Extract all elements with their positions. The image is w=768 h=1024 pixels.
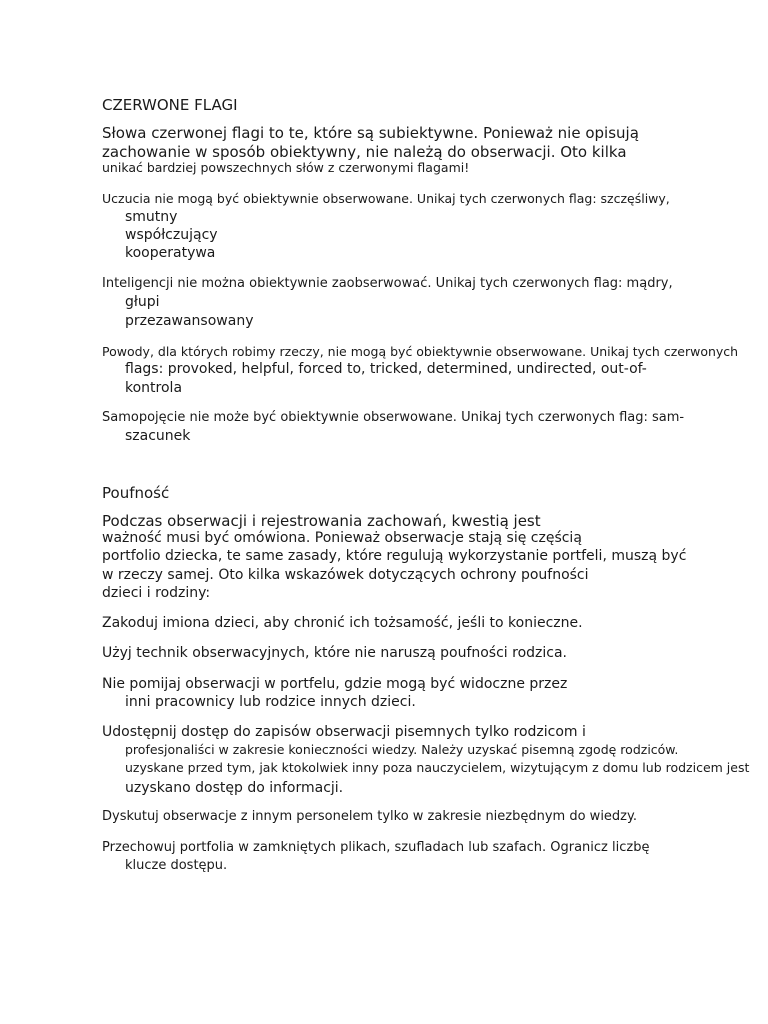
confidentiality-item-text: Zakoduj imiona dzieci, aby chronić ich tożsamość, jeśli to konieczne. (102, 615, 583, 631)
red-flag-word: przezawansowany (125, 313, 254, 329)
red-flag-word: szacunek (125, 428, 191, 444)
confidentiality-item-text: Udostępnij dostęp do zapisów obserwacji pisemnych tylko rodzicom i (102, 724, 586, 740)
confidentiality-intro-line-2: ważność musi być omówiona. Ponieważ obserwacje stają się częścią (102, 530, 582, 546)
red-flag-item-feelings (102, 191, 670, 208)
confidentiality-item-techniques (102, 645, 567, 662)
confidentiality-item-continuation: inni pracownicy lub rodzice innych dzieci. (125, 694, 416, 710)
red-flag-item-text: Powody, dla których robimy rzeczy, nie mogą być obiektywnie obserwowane. Unikaj tych czerwonych (102, 344, 739, 359)
confidentiality-item-access (102, 724, 586, 741)
red-flags-intro-line-3: unikać bardziej powszechnych słów z czerwonymi flagami! (102, 160, 470, 175)
red-flag-item-self-concept (102, 410, 684, 426)
red-flags-heading: CZERWONE FLAGI (102, 96, 238, 114)
red-flags-intro-line-1: Słowa czerwonej flagi to te, które są subiektywne. Ponieważ nie opisują (102, 124, 639, 142)
red-flag-word: flags: provoked, helpful, forced to, tricked, determined, undirected, out-of- (125, 361, 647, 377)
red-flag-item-intelligence (102, 276, 673, 292)
confidentiality-intro-line-1: Podczas obserwacji i rejestrowania zachowań, kwestią jest (102, 512, 541, 530)
red-flag-word: głupi (125, 294, 160, 310)
red-flag-word: współczujący (125, 227, 218, 243)
red-flag-item-text: Samopojęcie nie może być obiektywnie obserwowane. Unikaj tych czerwonych flag: sam- (102, 410, 685, 425)
confidentiality-item-continuation: profesjonaliści w zakresie konieczności wiedzy. Należy uzyskać pisemną zgodę rodziców. (125, 742, 679, 757)
confidentiality-item-storage (102, 840, 649, 856)
red-flag-item-text: Inteligencji nie można obiektywnie zaobserwować. Unikaj tych czerwonych flag: mądry, (102, 276, 673, 291)
red-flag-item-reasons (102, 344, 738, 361)
confidentiality-item-text: Użyj technik obserwacyjnych, które nie naruszą poufności rodzica. (102, 645, 568, 661)
confidentiality-item-text: Nie pomijaj obserwacji w portfelu, gdzie mogą być widoczne przez (102, 676, 568, 692)
confidentiality-item-continuation: uzyskano dostęp do informacji. (125, 780, 344, 796)
confidentiality-item-discuss (102, 809, 637, 825)
confidentiality-heading: Poufność (102, 484, 170, 502)
confidentiality-item-text: Przechowuj portfolia w zamkniętych plikach, szufladach lub szafach. Ogranicz liczbę (102, 840, 650, 855)
confidentiality-item-code-names (102, 615, 583, 632)
confidentiality-intro-line-3: portfolio dziecka, te same zasady, które regulują wykorzystanie portfeli, muszą być (102, 548, 687, 564)
red-flag-word: kooperatywa (125, 245, 216, 261)
red-flag-item-text: Uczucia nie mogą być obiektywnie obserwowane. Unikaj tych czerwonych flag: szczęśliwy, (102, 191, 670, 206)
confidentiality-item-continuation: klucze dostępu. (125, 858, 228, 873)
confidentiality-item-continuation: uzyskane przed tym, jak ktokolwiek inny poza nauczycielem, wizytującym z domu lub rodzicem jest (125, 760, 750, 775)
confidentiality-item-text: Dyskutuj obserwacje z innym personelem tylko w zakresie niezbędnym do wiedzy. (102, 809, 637, 824)
confidentiality-intro-line-5: dzieci i rodziny: (102, 585, 211, 601)
confidentiality-item-portfolio (102, 676, 567, 693)
red-flag-word: kontrola (125, 380, 183, 396)
confidentiality-intro-line-4: w rzeczy samej. Oto kilka wskazówek dotyczących ochrony poufności (102, 567, 589, 583)
red-flag-word: smutny (125, 209, 178, 225)
red-flags-intro-line-2: zachowanie w sposób obiektywny, nie należą do obserwacji. Oto kilka (102, 143, 627, 161)
